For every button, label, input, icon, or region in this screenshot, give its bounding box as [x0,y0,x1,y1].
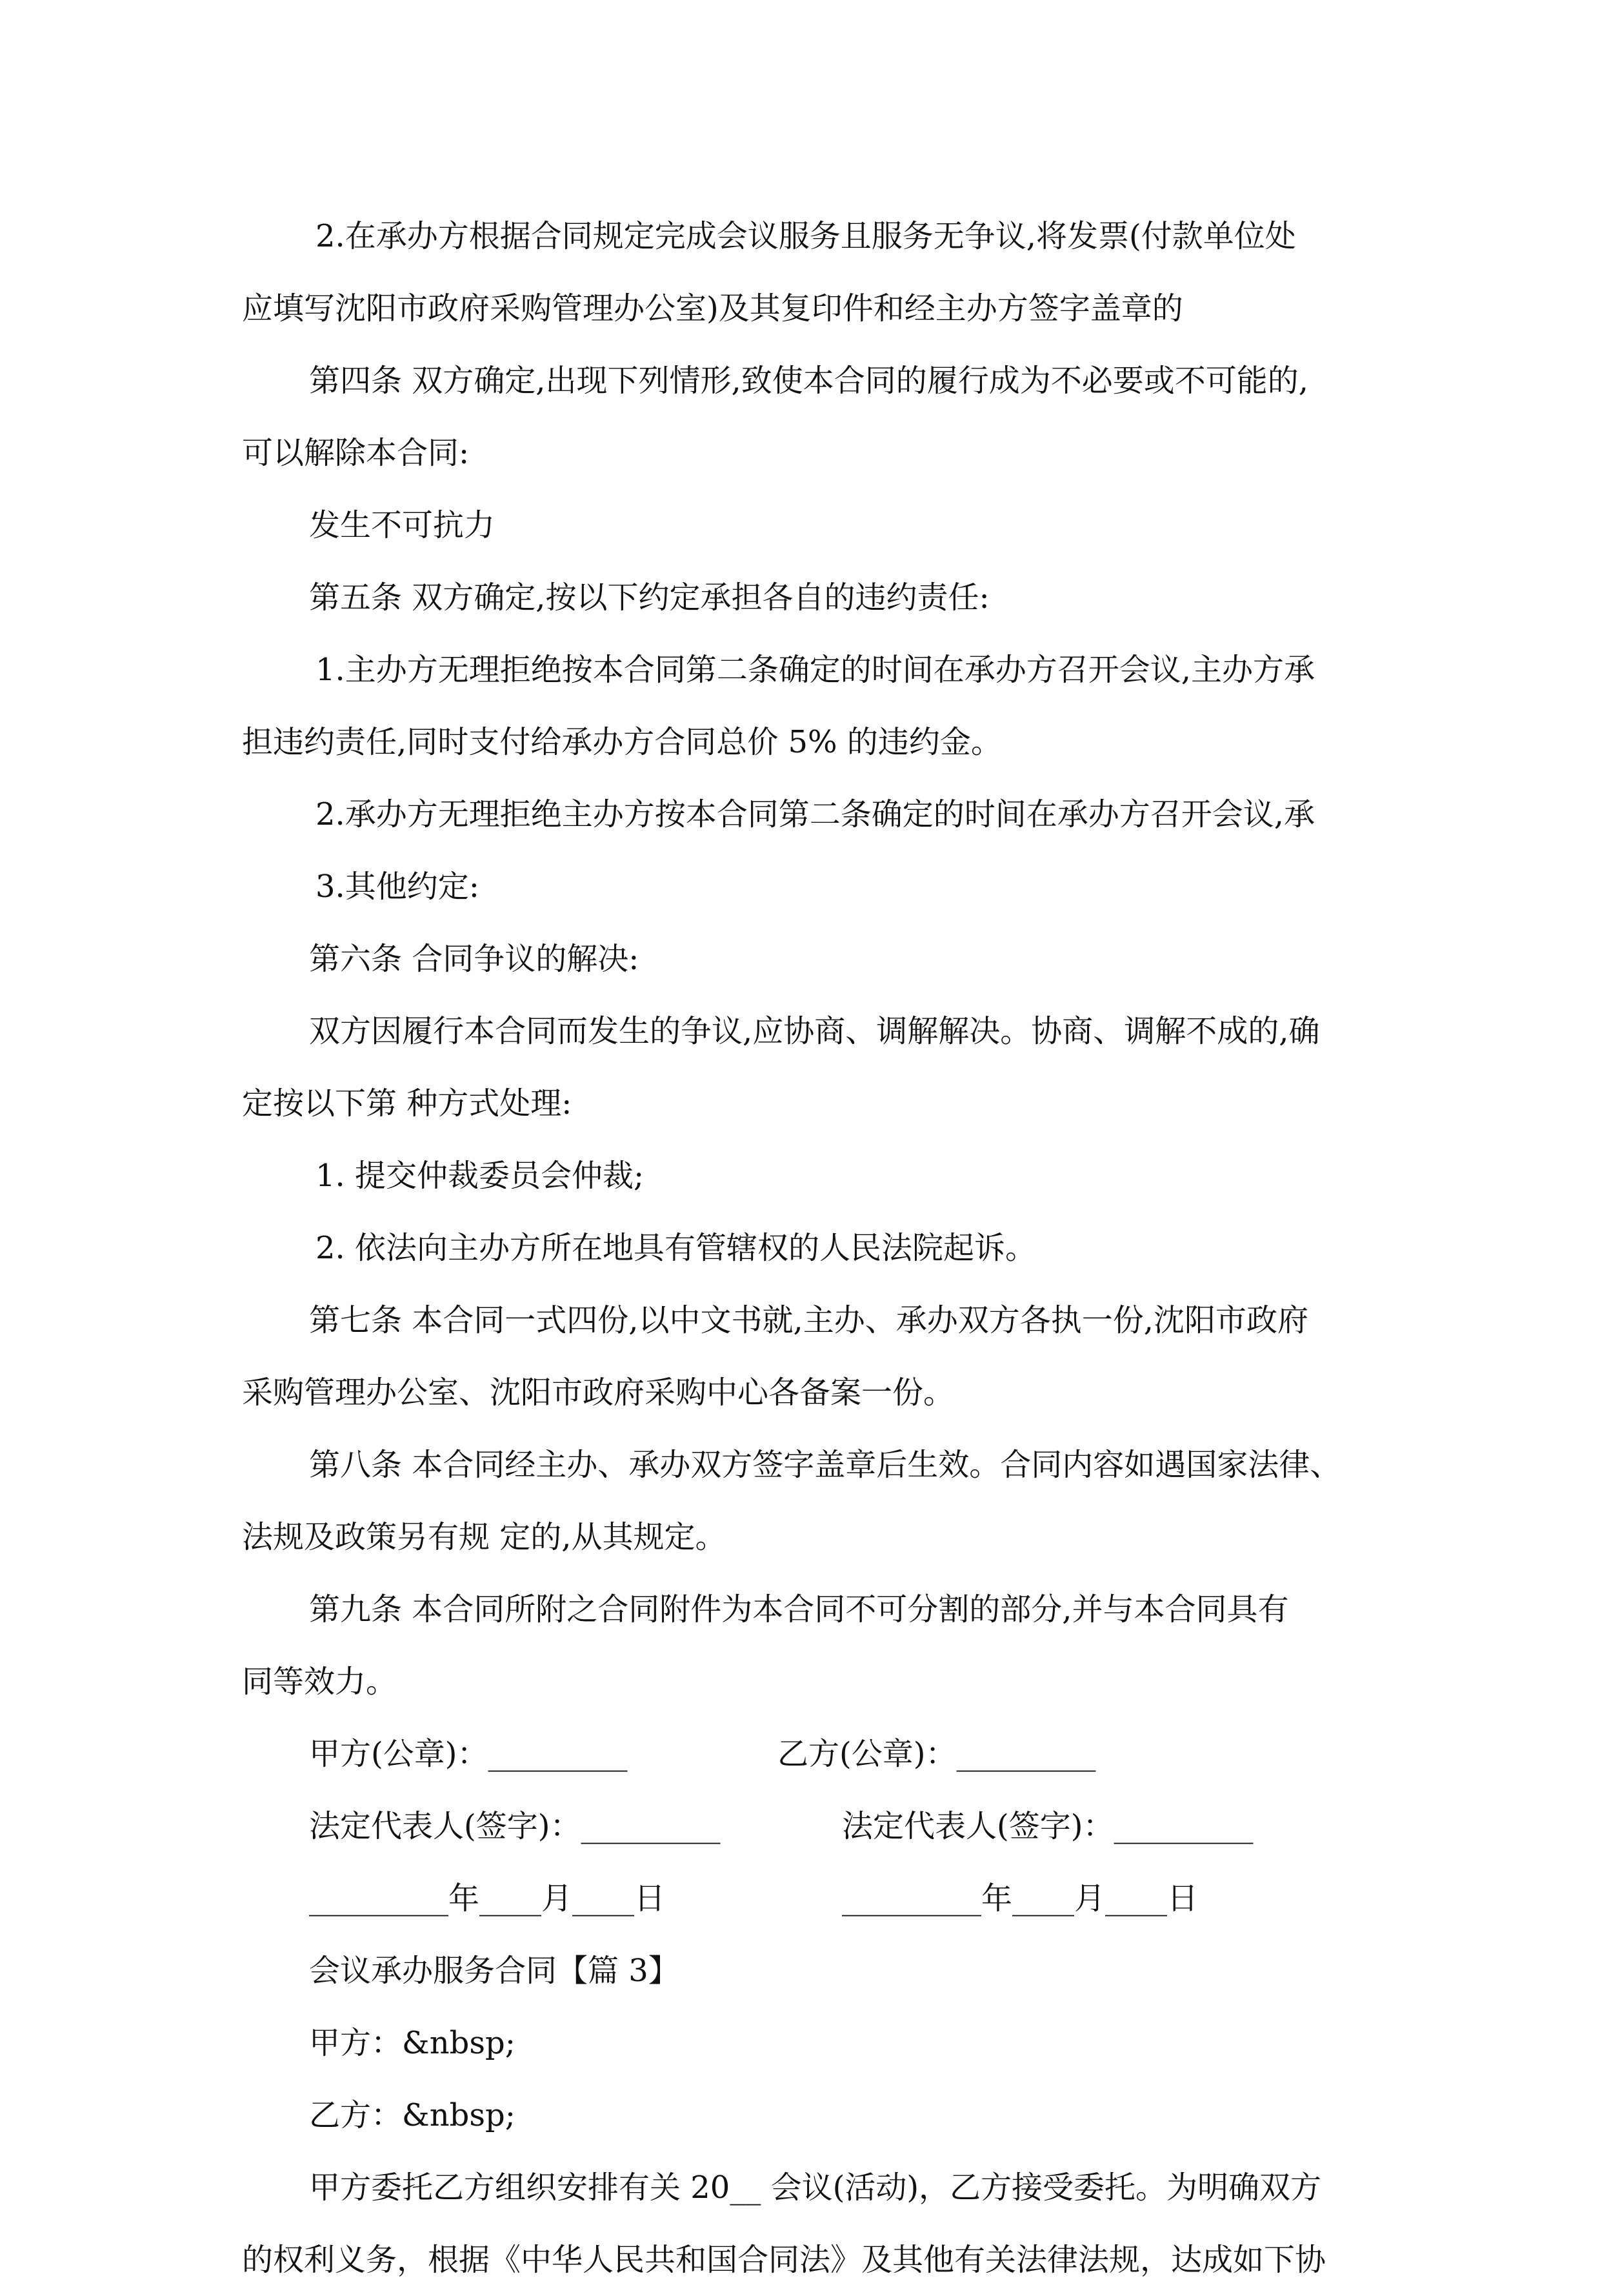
section-3-party-a: 甲方：&nbsp; [309,2025,515,2061]
article-9-line-2: 同等效力。 [242,1664,397,1700]
article-5-item-3: 3.其他约定: [315,869,479,905]
article-9-line-1: 第九条 本合同所附之合同附件为本合同不可分割的部分,并与本合同具有 [309,1591,1289,1627]
article-5-item-1-line-2: 担违约责任,同时支付给承办方合同总价 5% 的违约金。 [242,724,1002,760]
article-8-line-2: 法规及政策另有规 定的,从其规定。 [242,1519,726,1555]
article-5-item-1-line-1: 1.主办方无理拒绝按本合同第二条确定的时间在承办方召开会议,主办方承 [315,652,1315,688]
section-3-title: 会议承办服务合同【篇 3】 [309,1953,679,1989]
party-b-date: _________年____月____日 [842,1880,1199,1917]
article-5-item-2: 2.承办方无理拒绝主办方按本合同第二条确定的时间在承办方召开会议,承 [315,796,1315,832]
article-6-option-2: 2. 依法向主办方所在地具有管辖权的人民法院起诉。 [315,1230,1037,1266]
section-3-party-b: 乙方：&nbsp; [309,2097,515,2133]
date-row [242,1862,1374,1935]
article-6-text-line-2: 定按以下第 种方式处理: [242,1085,572,1122]
article-4-line-1: 第四条 双方确定,出现下列情形,致使本合同的履行成为不必要或不可能的, [309,363,1309,399]
clause-3-item-2-line-1: 2.在承办方根据合同规定完成会议服务且服务无争议,将发票(付款单位处 [315,218,1296,254]
article-6-heading: 第六条 合同争议的解决: [309,941,639,977]
article-6-option-1: 1. 提交仲裁委员会仲裁; [315,1158,645,1194]
section-3-intro-line-2: 的权利义务，根据《中华人民共和国合同法》及其他有关法律法规，达成如下协 [242,2242,1326,2278]
representative-row [242,1790,1374,1862]
article-8-line-1: 第八条 本合同经主办、承办双方签字盖章后生效。合同内容如遇国家法律、 [309,1447,1341,1483]
party-b-representative: 法定代表人(签字)：_________ [842,1808,1254,1844]
party-a-seal: 甲方(公章)：_________ [309,1736,628,1772]
contract-text [242,200,1374,2296]
party-a-representative: 法定代表人(签字)：_________ [309,1808,721,1844]
section-3-intro-line-1: 甲方委托乙方组织安排有关 20__ 会议(活动)，乙方接受委托。为明确双方 [309,2170,1322,2206]
clause-3-item-2-line-2: 应填写沈阳市政府采购管理办公室)及其复印件和经主办方签字盖章的 [242,290,1183,327]
party-a-date: _________年____月____日 [309,1880,666,1917]
party-b-seal: 乙方(公章)：_________ [777,1736,1096,1772]
article-5-heading: 第五条 双方确定,按以下约定承担各自的违约责任: [309,579,990,616]
article-6-text-line-1: 双方因履行本合同而发生的争议,应协商、调解解决。协商、调解不成的,确 [309,1013,1320,1049]
article-4-item: 发生不可抗力 [309,507,495,543]
article-7-line-2: 采购管理办公室、沈阳市政府采购中心各备案一份。 [242,1375,955,1411]
article-4-line-2: 可以解除本合同: [242,435,470,471]
article-7-line-1: 第七条 本合同一式四份,以中文书就,主办、承办双方各执一份,沈阳市政府 [309,1302,1309,1338]
seal-row [242,1718,1374,1790]
